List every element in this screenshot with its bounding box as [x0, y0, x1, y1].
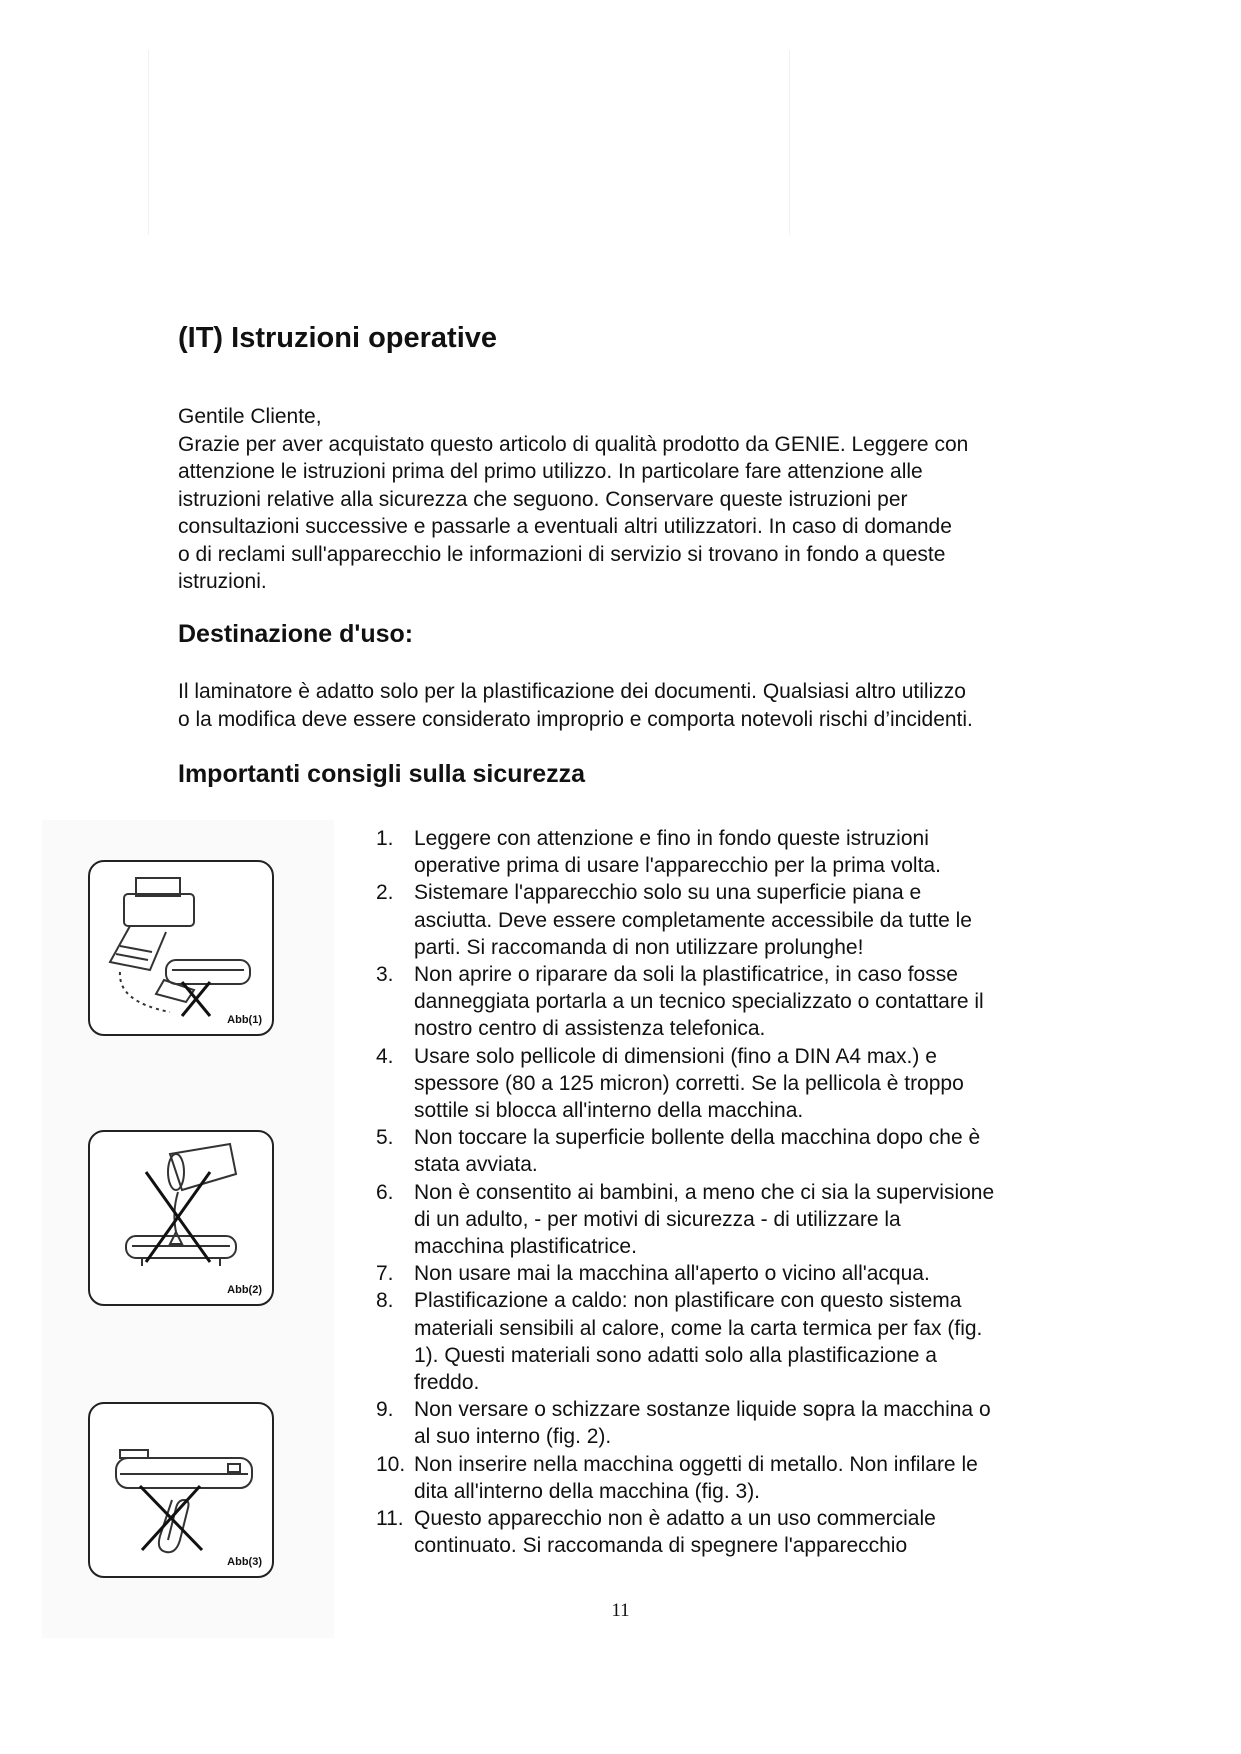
list-item	[376, 1451, 1076, 1505]
list-item	[376, 961, 1076, 1043]
usage-paragraph	[178, 678, 1098, 734]
faint-frame	[148, 50, 790, 235]
list-line: nostro centro di assistenza telefonica.	[414, 1017, 766, 1041]
safety-list	[376, 825, 1076, 1559]
usage-heading: Destinazione d'uso:	[178, 620, 414, 648]
page-title: (IT) Istruzioni operative	[178, 322, 498, 354]
list-number: 1.	[376, 827, 394, 850]
list-line: Usare solo pellicole di dimensioni (fino a DIN A4 max.) e	[414, 1044, 937, 1068]
list-item	[376, 1260, 1076, 1287]
list-item	[376, 879, 1076, 961]
list-item	[376, 1396, 1076, 1450]
figure-2	[88, 1130, 274, 1306]
list-line: Sistemare l'apparecchio solo su una superficie piana e	[414, 881, 922, 905]
list-number: 4.	[376, 1044, 394, 1068]
list-line: continuato. Si raccomanda di spegnere l'apparecchio	[414, 1534, 908, 1558]
intro-line: o di reclami sull'apparecchio le informazioni di servizio si trovano in fondo a queste	[178, 542, 946, 566]
list-item	[376, 825, 1076, 879]
list-item	[376, 1124, 1076, 1178]
list-line: Plastificazione a caldo: non plastificare con questo sistema	[414, 1289, 962, 1313]
intro-paragraph	[178, 403, 1098, 596]
list-number: 6.	[376, 1180, 394, 1204]
list-item	[376, 1043, 1076, 1125]
list-number: 11.	[376, 1507, 404, 1531]
list-item	[376, 1287, 1076, 1396]
list-line: sottile si blocca all'interno della macchina.	[414, 1099, 804, 1123]
list-line: parti. Si raccomanda di non utilizzare prolunghe!	[414, 935, 864, 959]
list-line: 1). Questi materiali sono adatti solo alla plastificazione a	[414, 1343, 937, 1367]
list-line: operative prima di usare l'apparecchio per la prima volta.	[414, 854, 941, 878]
intro-line: consultazioni successive e passarle a eventuali altri utilizzatori. In caso di domande	[178, 515, 952, 538]
list-line: al suo interno (fig. 2).	[414, 1425, 612, 1449]
intro-line: istruzioni relative alla sicurezza che seguono. Conservare queste istruzioni per	[178, 487, 908, 511]
list-number: 7.	[376, 1262, 394, 1286]
intro-line: attenzione le istruzioni prima del primo utilizzo. In particolare fare attenzione alle	[178, 460, 923, 483]
list-line: Non toccare la superficie bollente della macchina dopo che è	[414, 1126, 981, 1150]
list-item	[376, 1179, 1076, 1261]
usage-line: o la modifica deve essere considerato improprio e comporta notevoli rischi d’incidenti.	[178, 708, 973, 731]
list-line: macchina plastificatrice.	[414, 1235, 637, 1259]
figure-3-caption: Abb(3)	[227, 1556, 262, 1568]
list-line: spessore (80 a 125 micron) corretti. Se la pellicola è troppo	[414, 1071, 964, 1095]
list-number: 9.	[376, 1398, 394, 1422]
list-number: 3.	[376, 963, 394, 987]
list-number: 8.	[376, 1289, 394, 1313]
paperclip-illustration	[90, 1404, 272, 1576]
list-number: 5.	[376, 1126, 394, 1150]
list-line: Non versare o schizzare sostanze liquide sopra la macchina o	[414, 1398, 991, 1422]
list-line: Leggere con attenzione e fino in fondo queste istruzioni	[414, 827, 929, 850]
list-line: Questo apparecchio non è adatto a un uso commerciale	[414, 1507, 936, 1531]
list-number: 10.	[376, 1452, 406, 1476]
list-line: Non inserire nella macchina oggetti di metallo. Non infilare le	[414, 1452, 978, 1476]
list-line: stata avviata.	[414, 1153, 538, 1177]
intro-line: Grazie per aver acquistato questo articolo di qualità prodotto da GENIE. Leggere con	[178, 432, 969, 456]
usage-line: Il laminatore è adatto solo per la plastificazione dei documenti. Qualsiasi altro utilizzo	[178, 680, 966, 703]
list-line: freddo.	[414, 1371, 480, 1395]
intro-line: Gentile Cliente,	[178, 405, 322, 428]
list-item	[376, 1505, 1076, 1559]
fax-laminator-illustration	[90, 862, 272, 1034]
list-line: materiali sensibili al calore, come la carta termica per fax (fig.	[414, 1316, 983, 1340]
list-line: danneggiata portarla a un tecnico specializzato o contattare il	[414, 990, 984, 1014]
figure-2-caption: Abb(2)	[227, 1284, 262, 1296]
figure-3	[88, 1402, 274, 1578]
list-line: Non è consentito ai bambini, a meno che ci sia la supervisione	[414, 1180, 995, 1204]
list-number: 2.	[376, 881, 394, 905]
list-line: dita all'interno della macchina (fig. 3).	[414, 1479, 761, 1503]
intro-line: istruzioni.	[178, 570, 267, 593]
cup-spill-illustration	[90, 1132, 272, 1304]
list-line: Non aprire o riparare da soli la plastificatrice, in caso fosse	[414, 963, 958, 987]
list-line: di un adulto, - per motivi di sicurezza - di utilizzare la	[414, 1207, 901, 1231]
safety-heading: Importanti consigli sulla sicurezza	[178, 760, 586, 788]
list-line: asciutta. Deve essere completamente accessibile da tutte le	[414, 908, 972, 932]
figure-1-caption: Abb(1)	[227, 1014, 262, 1026]
list-line: Non usare mai la macchina all'aperto o vicino all'acqua.	[414, 1262, 930, 1286]
figure-1	[88, 860, 274, 1036]
page-number: 11	[611, 1600, 630, 1621]
